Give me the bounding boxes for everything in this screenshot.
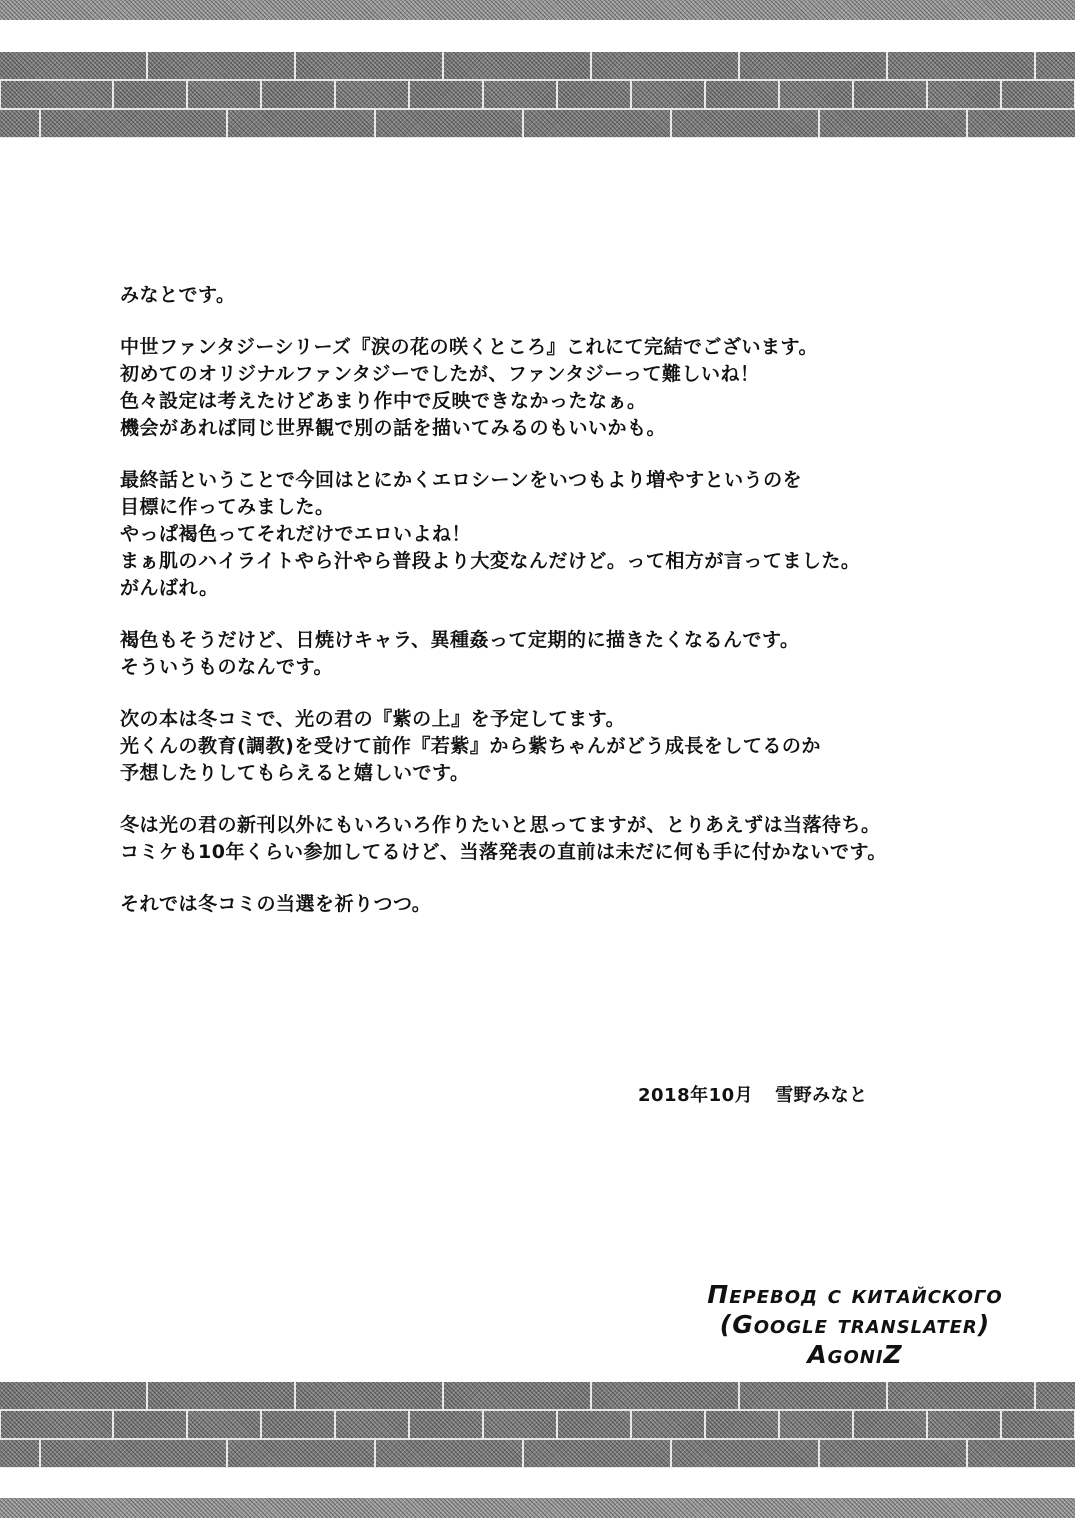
paragraph-final-episode <box>120 467 980 602</box>
text-line: 色々設定は考えたけどあまり作中で反映できなかったなぁ。 <box>120 390 647 412</box>
text-line: 中世ファンタジーシリーズ『涙の花の咲くところ』これにて完結でございます。 <box>120 336 819 358</box>
text-line: コミケも10年くらい参加してるけど、当落発表の直前は未だに何も手に付かないです。 <box>120 841 887 863</box>
translation-credit <box>660 1280 1050 1370</box>
paragraph-next-book <box>120 706 980 787</box>
bottom-border-band <box>0 1498 1075 1518</box>
text-line: やっぱ褐色ってそれだけでエロいよね！ <box>120 523 472 545</box>
credit-translator: AgoniZ <box>807 1340 903 1369</box>
text-line: まぁ肌のハイライトやら汁やら普段より大変なんだけど。って相方が言ってました。 <box>120 550 861 572</box>
signature-date: 2018年10月 <box>638 1085 754 1106</box>
text-line: 冬は光の君の新刊以外にもいろいろ作りたいと思ってますが、とりあえずは当落待ち。 <box>120 814 881 836</box>
credit-line: (Google translater) <box>719 1310 991 1339</box>
brick-row <box>0 52 1075 80</box>
brick-row <box>0 1411 1075 1439</box>
text-line: 光くんの教育(調教)を受けて前作『若紫』から紫ちゃんがどう成長をしてるのか <box>120 735 821 757</box>
text-line: それでは冬コミの当選を祈りつつ。 <box>120 893 432 915</box>
brick-row <box>0 1440 1075 1468</box>
brick-row <box>0 81 1075 109</box>
bottom-brick-band <box>0 1382 1075 1468</box>
text-line: 予想したりしてもらえると嬉しいです。 <box>120 762 470 784</box>
text-line: 機会があれば同じ世界観で別の話を描いてみるのもいいかも。 <box>120 417 667 439</box>
paragraph-closing <box>120 891 980 918</box>
paragraph-winter-plans <box>120 812 980 866</box>
text-line: みなとです。 <box>120 284 236 306</box>
signature <box>638 1081 868 1107</box>
signature-author: 雪野みなと <box>775 1085 868 1106</box>
brick-row <box>0 1382 1075 1410</box>
top-brick-band <box>0 52 1075 138</box>
text-line: 次の本は冬コミで、光の君の『紫の上』を予定してます。 <box>120 708 626 730</box>
paragraph-tanned-characters <box>120 627 980 681</box>
text-line: 褐色もそうだけど、日焼けキャラ、異種姦って定期的に描きたくなるんです。 <box>120 629 800 651</box>
text-line: 目標に作ってみました。 <box>120 496 335 518</box>
paragraph-greeting <box>120 282 980 309</box>
credit-line: Перевод с китайского <box>707 1280 1003 1309</box>
text-line: 最終話ということで今回はとにかくエロシーンをいつもより増やすというのを <box>120 469 803 491</box>
afterword-letter <box>120 282 980 943</box>
top-border-band <box>0 0 1075 20</box>
text-line: 初めてのオリジナルファンタジーでしたが、ファンタジーって難しいね！ <box>120 363 760 385</box>
text-line: がんばれ。 <box>120 577 219 599</box>
text-line: そういうものなんです。 <box>120 656 333 678</box>
paragraph-series-complete <box>120 334 980 442</box>
brick-row <box>0 110 1075 138</box>
